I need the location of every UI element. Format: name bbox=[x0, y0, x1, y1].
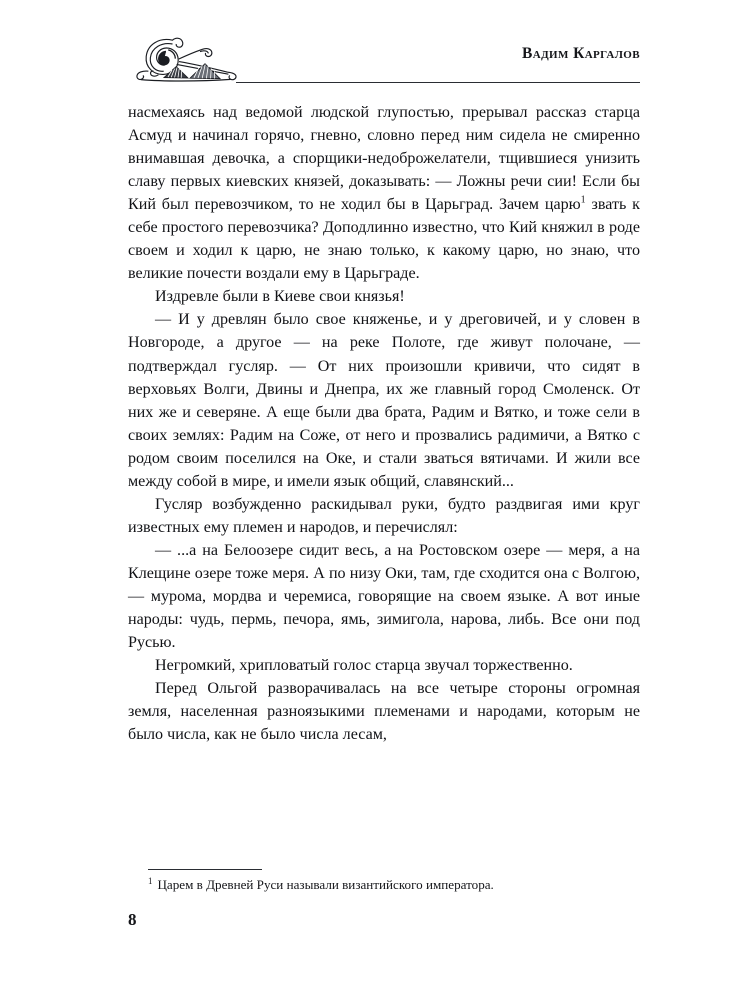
paragraph-3: — И у древлян было свое княженье, и у дреговичей, и у словен в Новгороде, а другое — на реке Полоте, где живут полочане, — подтверждал гусляр. — От них произошли кривичи, что сидят в верховьях Волги, Двины и Днепра, их же главный город Смоленск. От них же и северяне. А еще были два брата, Радим и Вятко, и тоже сели в своих землях: Радим на Соже, от него и прозвались радимичи, а Вятко с родом своим поселился на Оке, и стали зваться вятичами. И жили все между собой в мире, и имели язык общий, славянский... bbox=[128, 311, 640, 490]
paragraph-1-text: насмехаясь над ведомой людской глупостью, прерывал рассказ старца Асмуд и начинал горячо, гневно, словно перед ним сидела не смиренно внимавшая девочка, а спорщики-недоброжелатели, тщившиеся унизить славу первых киевских князей, доказывать: — Ложны речи сии! Если бы Кий был перевозчиком, то не ходил бы в Царьград. Зачем царю bbox=[128, 104, 640, 214]
scroll-flourish-ornament-icon bbox=[128, 33, 240, 83]
paragraph-5: — ...а на Белоозере сидит весь, а на Ростовском озере — меря, а на Клещине озере тоже меря. А по низу Оки, там, где сходится она с Волгою, — мурома, мордва и черемиса, говорящие на своем языке. А вот иные народы: чудь, пермь, печора, ямь, зимигола, нарова, либь. Все они под Русью. bbox=[128, 541, 640, 652]
footnote-text: Царем в Древней Руси называли византийского императора. bbox=[157, 877, 494, 892]
running-head bbox=[128, 33, 640, 85]
paragraph-1 bbox=[128, 101, 640, 285]
running-head-author: Вадим Каргалов bbox=[522, 45, 640, 62]
paragraph-6: Негромкий, хрипловатый голос старца звучал торжественно. bbox=[155, 657, 573, 675]
page-number: 8 bbox=[128, 910, 137, 929]
footnote-marker: 1 bbox=[148, 875, 153, 886]
running-head-rule bbox=[236, 82, 640, 83]
footnote-block bbox=[128, 876, 640, 894]
paragraph-1-text-after-ref: звать к себе простого перевозчика? Доподлинно известно, что Кий княжил в роде своем и ходил к царю, не знаю только, к какому царю, но знаю, что великие почести воздали ему в Царьграде. bbox=[128, 196, 640, 283]
page-body-text bbox=[128, 101, 640, 746]
footnote-reference-1[interactable]: 1 bbox=[580, 194, 586, 206]
paragraph-2: Издревле были в Киеве свои князья! bbox=[155, 288, 405, 306]
footnote-separator-rule bbox=[148, 869, 262, 870]
paragraph-7: Перед Ольгой разворачивалась на все четыре стороны огромная земля, населенная разноязыкими племенами и народами, которым не было числа, как не было числа лесам, bbox=[128, 680, 640, 744]
paragraph-4: Гусляр возбужденно раскидывал руки, будто раздвигая ими круг известных ему племен и народов, и перечислял: bbox=[128, 495, 640, 536]
